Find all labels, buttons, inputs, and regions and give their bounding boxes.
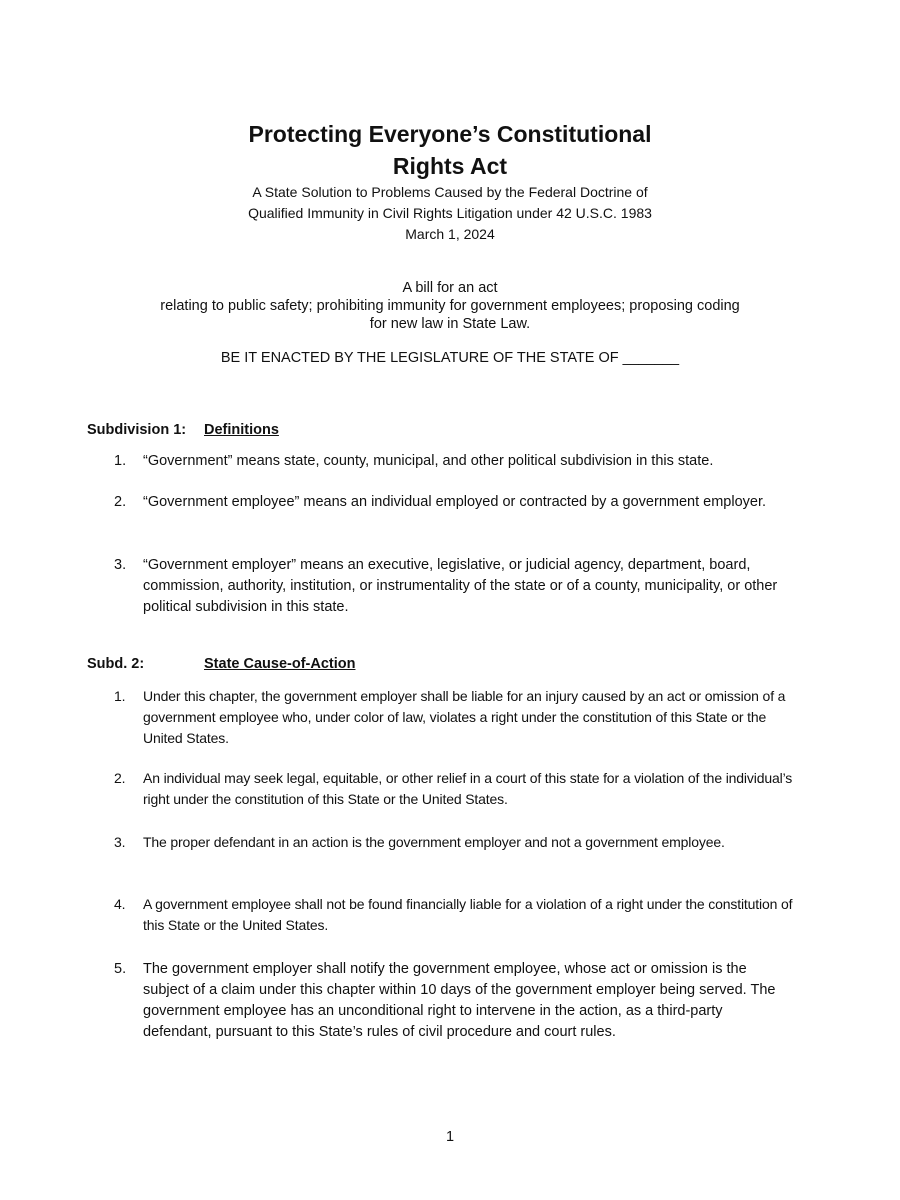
preamble-line-3: for new law in State Law. — [369, 316, 531, 332]
cause-of-action-item — [114, 686, 794, 749]
item-number: 5. — [114, 961, 127, 977]
page-number: 1 — [445, 1129, 455, 1145]
item-number: 2. — [114, 494, 127, 510]
subtitle-line-1: A State Solution to Problems Caused by the Federal Doctrine of — [252, 184, 648, 200]
item-number: 3. — [114, 834, 126, 850]
subdivision-2-heading — [87, 654, 487, 674]
item-text: The government employer shall notify the government employee, whose act or omission is the subject of a claim under this chapter within 10 days of the government employer being served. The government employee has an unconditional right to intervene in the action, as a third-party defendant, pursuant to this State’s rules of civil procedure and court rules. — [143, 961, 776, 1040]
item-text: An individual may seek legal, equitable, or other relief in a court of this state for a violation of the individual’s right under the constitution of this State or the United States. — [143, 770, 793, 807]
item-number: 1. — [114, 688, 126, 704]
subdivision-1-label: Subdivision 1: — [87, 422, 187, 438]
subdivision-2-label: Subd. 2: — [87, 656, 145, 672]
title-line-2: Rights Act — [392, 153, 508, 179]
item-text: The proper defendant in an action is the government employer and not a government employee. — [143, 834, 725, 850]
item-text: “Government” means state, county, municipal, and other political subdivision in this state. — [143, 453, 714, 469]
item-text: “Government employer” means an executive, legislative, or judicial agency, department, board, commission, authority, institution, or instrumentality of the state or of a county, municipality, or other political subdivision in this state. — [143, 557, 778, 615]
preamble-line-1: A bill for an act — [402, 280, 498, 296]
cause-of-action-item — [114, 768, 794, 810]
item-number: 2. — [114, 770, 126, 786]
definition-item — [114, 451, 794, 472]
definition-item — [114, 492, 794, 513]
item-number: 1. — [114, 453, 127, 469]
cause-of-action-item — [114, 959, 794, 1043]
title-line-1: Protecting Everyone’s Constitutional — [248, 121, 652, 147]
item-number: 4. — [114, 896, 126, 912]
subdivision-1-title: Definitions — [204, 422, 279, 438]
document-date: March 1, 2024 — [405, 226, 495, 242]
item-text: Under this chapter, the government employer shall be liable for an injury caused by an act or omission of a government employee who, under color of law, violates a right under the constitution of this State or the United States. — [143, 688, 786, 746]
preamble-line-2: relating to public safety; prohibiting immunity for government employees; proposing coding — [160, 298, 740, 314]
subtitle-line-2: Qualified Immunity in Civil Rights Litigation under 42 U.S.C. 1983 — [248, 205, 652, 221]
enacting-clause: BE IT ENACTED BY THE LEGISLATURE OF THE STATE OF _______ — [220, 350, 680, 366]
item-text: “Government employee” means an individual employed or contracted by a government employer. — [143, 494, 767, 510]
subdivision-2-title: State Cause-of-Action — [204, 656, 356, 672]
cause-of-action-item — [114, 894, 794, 936]
item-text: A government employee shall not be found financially liable for a violation of a right under the constitution of this State or the United States. — [143, 896, 793, 933]
definition-item — [114, 555, 794, 618]
cause-of-action-item — [114, 832, 794, 853]
subdivision-1-heading — [87, 420, 487, 440]
item-number: 3. — [114, 557, 127, 573]
